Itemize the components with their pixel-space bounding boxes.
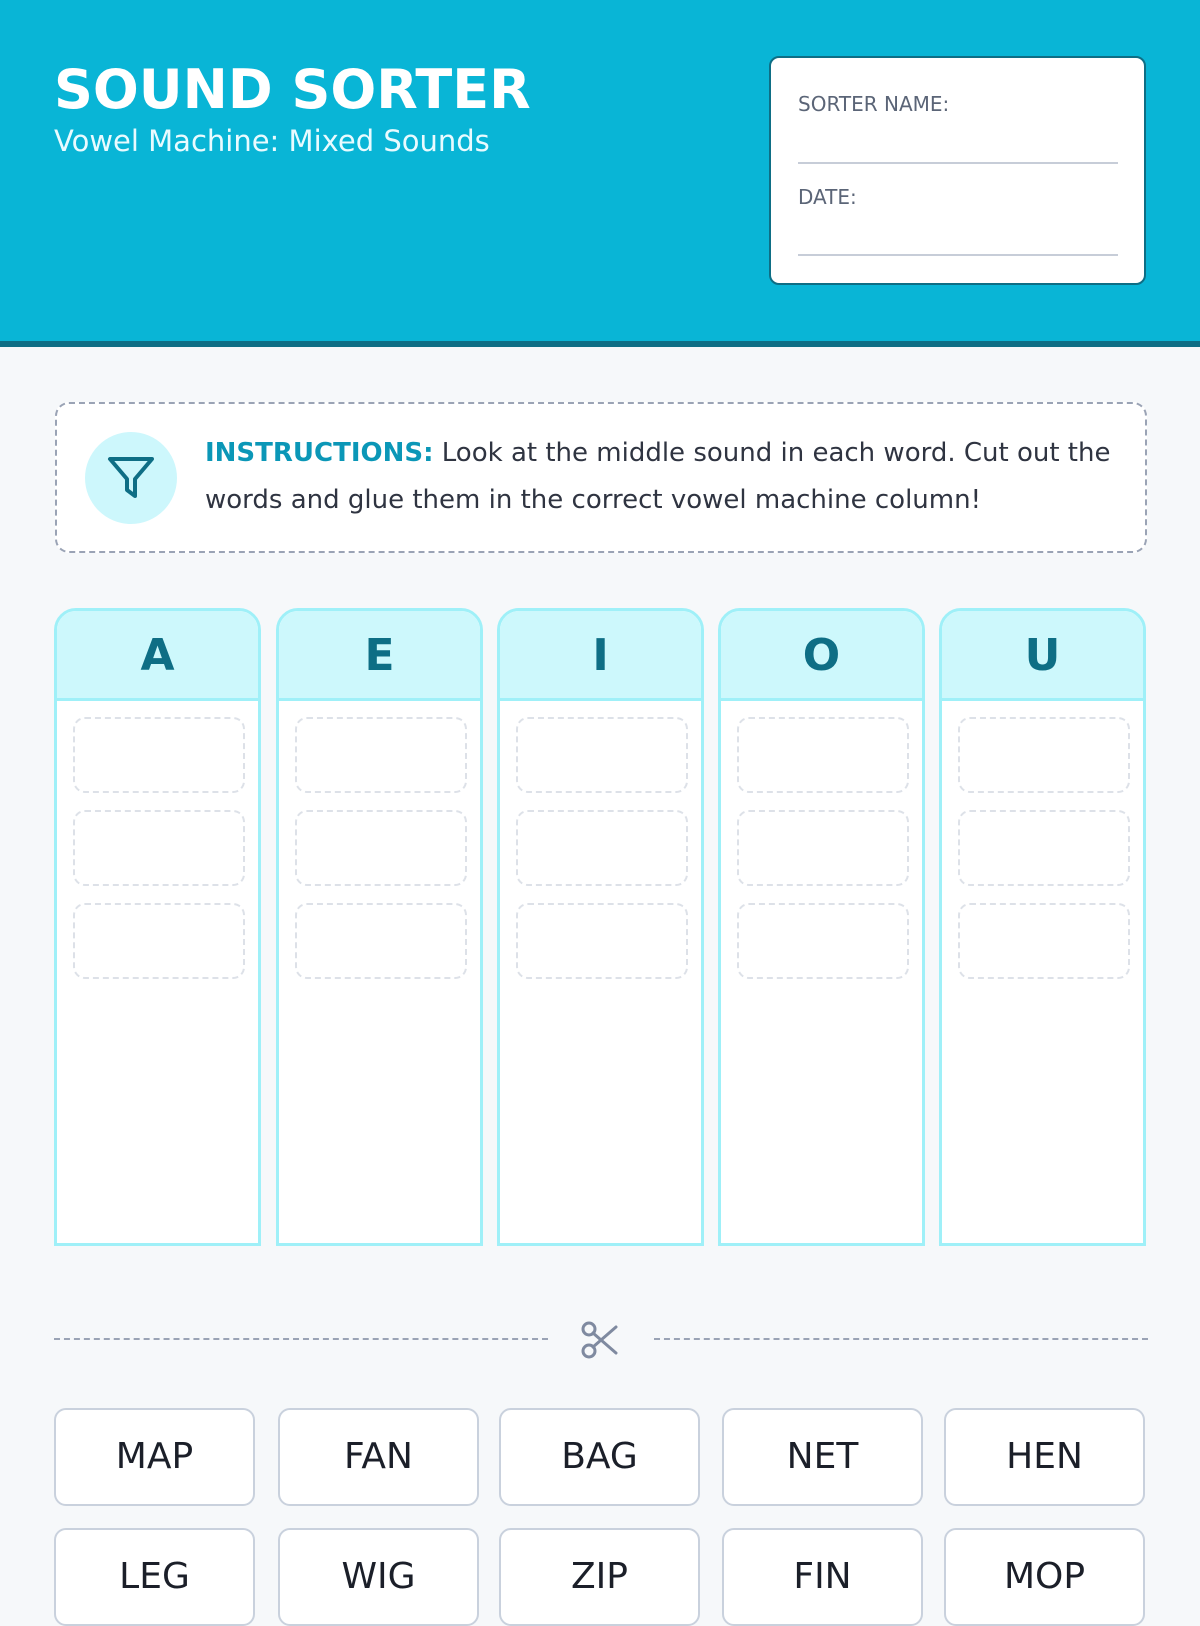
column-u — [939, 608, 1146, 1246]
scissors-icon — [580, 1320, 620, 1364]
date-label: DATE: — [798, 185, 857, 209]
instructions-label: INSTRUCTIONS: — [205, 438, 434, 468]
column-a — [54, 608, 261, 1246]
word-card[interactable]: MOP — [944, 1528, 1145, 1626]
instructions-text — [205, 430, 1125, 524]
word-card[interactable]: WIG — [278, 1528, 479, 1626]
column-header: O — [721, 611, 922, 701]
name-date-card — [769, 56, 1146, 285]
cut-line — [654, 1338, 1148, 1340]
column-header: A — [57, 611, 258, 701]
worksheet-subtitle: Vowel Machine: Mixed Sounds — [54, 124, 490, 158]
glue-slot — [958, 903, 1130, 979]
column-e — [276, 608, 483, 1246]
cut-line — [54, 1338, 548, 1340]
glue-slot — [73, 903, 245, 979]
worksheet-header — [0, 0, 1200, 347]
word-card[interactable]: BAG — [499, 1408, 700, 1506]
glue-slot — [737, 810, 909, 886]
instructions-box — [55, 402, 1147, 553]
glue-slot — [295, 717, 467, 793]
filter-icon — [85, 432, 177, 524]
glue-slot — [958, 810, 1130, 886]
glue-slot — [737, 903, 909, 979]
word-card[interactable]: ZIP — [499, 1528, 700, 1626]
glue-slot — [958, 717, 1130, 793]
glue-slot — [73, 717, 245, 793]
column-header: I — [500, 611, 701, 701]
glue-slot — [516, 810, 688, 886]
word-card[interactable]: FIN — [722, 1528, 923, 1626]
date-line[interactable] — [798, 254, 1118, 256]
instructions-body: Look at the middle sound in each word. Cut out the words and glue them in the correct vowel machine column! — [205, 438, 1111, 515]
glue-slot — [516, 717, 688, 793]
word-card[interactable]: LEG — [54, 1528, 255, 1626]
word-card[interactable]: NET — [722, 1408, 923, 1506]
word-card[interactable]: MAP — [54, 1408, 255, 1506]
glue-slot — [295, 810, 467, 886]
glue-slot — [516, 903, 688, 979]
word-card[interactable]: HEN — [944, 1408, 1145, 1506]
column-header: E — [279, 611, 480, 701]
column-header: U — [942, 611, 1143, 701]
worksheet-title: SOUND SORTER — [54, 58, 531, 121]
word-card[interactable]: FAN — [278, 1408, 479, 1506]
column-i — [497, 608, 704, 1246]
glue-slot — [295, 903, 467, 979]
glue-slot — [73, 810, 245, 886]
sorter-name-line[interactable] — [798, 162, 1118, 164]
glue-slot — [737, 717, 909, 793]
sorter-name-label: SORTER NAME: — [798, 92, 950, 116]
column-o — [718, 608, 925, 1246]
